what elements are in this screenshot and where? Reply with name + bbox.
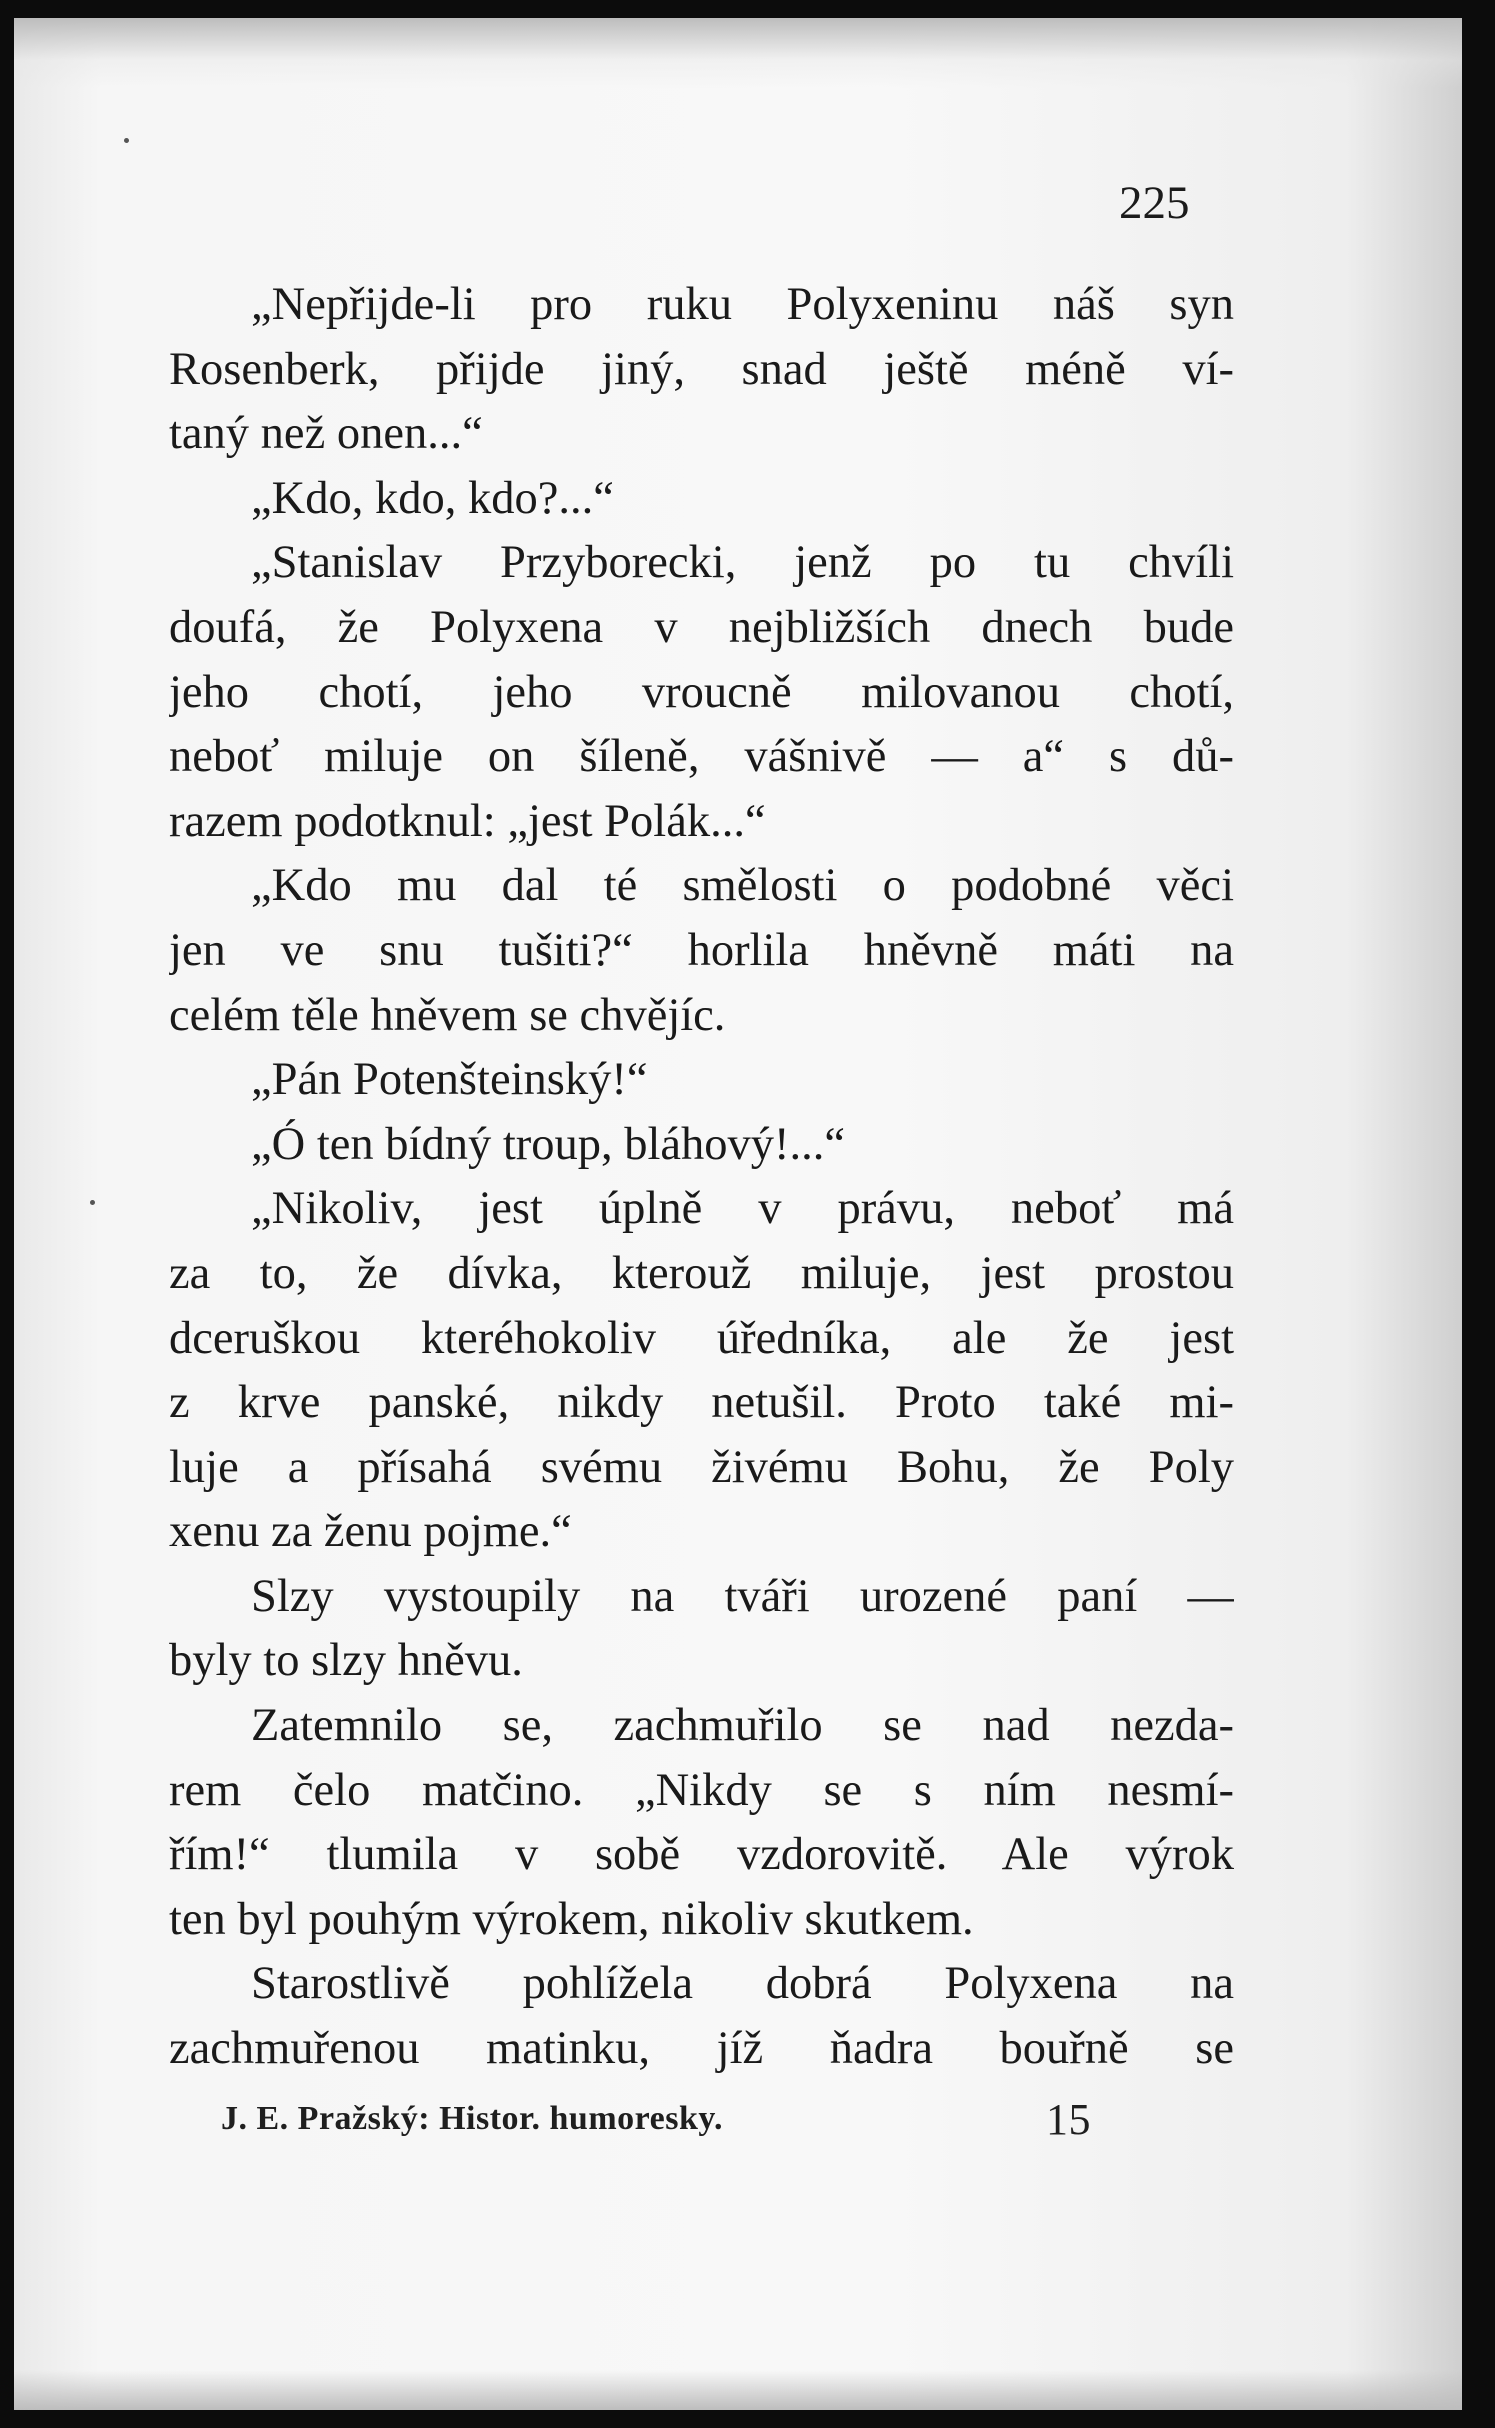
text-line: celém těle hněvem se chvějíc. <box>169 989 726 1041</box>
text-line: Starostlivě pohlížela dobrá Polyxena na <box>251 1958 1234 2010</box>
text-line: „Nikoliv, jest úplně v právu, neboť má <box>251 1183 1234 1235</box>
text-line: „Kdo mu dal té smělosti o podobné věci <box>251 860 1234 912</box>
text-line: doufá, že Polyxena v nejbližších dnech bude <box>169 601 1234 653</box>
text-line: řím!“ tlumila v sobě vzdorovitě. Ale výrok <box>169 1829 1234 1881</box>
text-line: z krve panské, nikdy netušil. Proto také mi- <box>169 1377 1234 1429</box>
paper-speck <box>90 1200 95 1205</box>
text-line: razem podotknul: „jest Polák...“ <box>169 795 766 847</box>
text-line: Slzy vystoupily na tváři urozené paní — <box>251 1570 1234 1622</box>
text-line: za to, že dívka, kterouž miluje, jest prostou <box>169 1247 1234 1299</box>
paper-speck <box>124 138 129 143</box>
text-line: „Ó ten bídný troup, bláhový!...“ <box>251 1118 846 1170</box>
text-line: ten byl pouhým výrokem, nikoliv skutkem. <box>169 1893 974 1945</box>
page-footer <box>221 2095 1121 2144</box>
text-line: luje a přísahá svému živému Bohu, že Poly <box>169 1441 1234 1493</box>
text-line: jeho chotí, jeho vroucně milovanou chotí, <box>169 666 1234 718</box>
text-line: „Stanislav Przyborecki, jenž po tu chvíli <box>251 537 1234 589</box>
text-line: dceruškou kteréhokoliv úředníka, ale že jest <box>169 1312 1234 1364</box>
text-line: xenu za ženu pojme.“ <box>169 1506 572 1558</box>
text-line: Rosenberk, přijde jiný, snad ještě méně ví- <box>169 343 1234 395</box>
text-line: taný než onen...“ <box>169 408 483 460</box>
text-line: rem čelo matčino. „Nikdy se s ním nesmí- <box>169 1764 1234 1816</box>
text-line: „Nepřijde-li pro ruku Polyxeninu náš syn <box>251 279 1234 330</box>
text-line: zachmuřenou matinku, jíž ňadra bouřně se <box>169 2023 1234 2075</box>
text-line: neboť miluje on šíleně, vášnivě — a“ s dů- <box>169 731 1234 783</box>
text-line: „Pán Potenšteinský!“ <box>251 1054 648 1106</box>
text-line: Zatemnilo se, zachmuřilo se nad nezda- <box>251 1700 1234 1752</box>
text-line: jen ve snu tušiti?“ horlila hněvně máti na <box>169 924 1234 976</box>
book-page <box>14 18 1462 2410</box>
text-line: „Kdo, kdo, kdo?...“ <box>251 472 614 524</box>
page-number: 225 <box>1119 177 1190 229</box>
signature-mark: 15 <box>1046 2095 1091 2144</box>
body-text <box>169 273 1234 2082</box>
text-line: byly to slzy hněvu. <box>169 1635 523 1687</box>
running-title: J. E. Pražský: Histor. humoresky. <box>221 2100 723 2137</box>
